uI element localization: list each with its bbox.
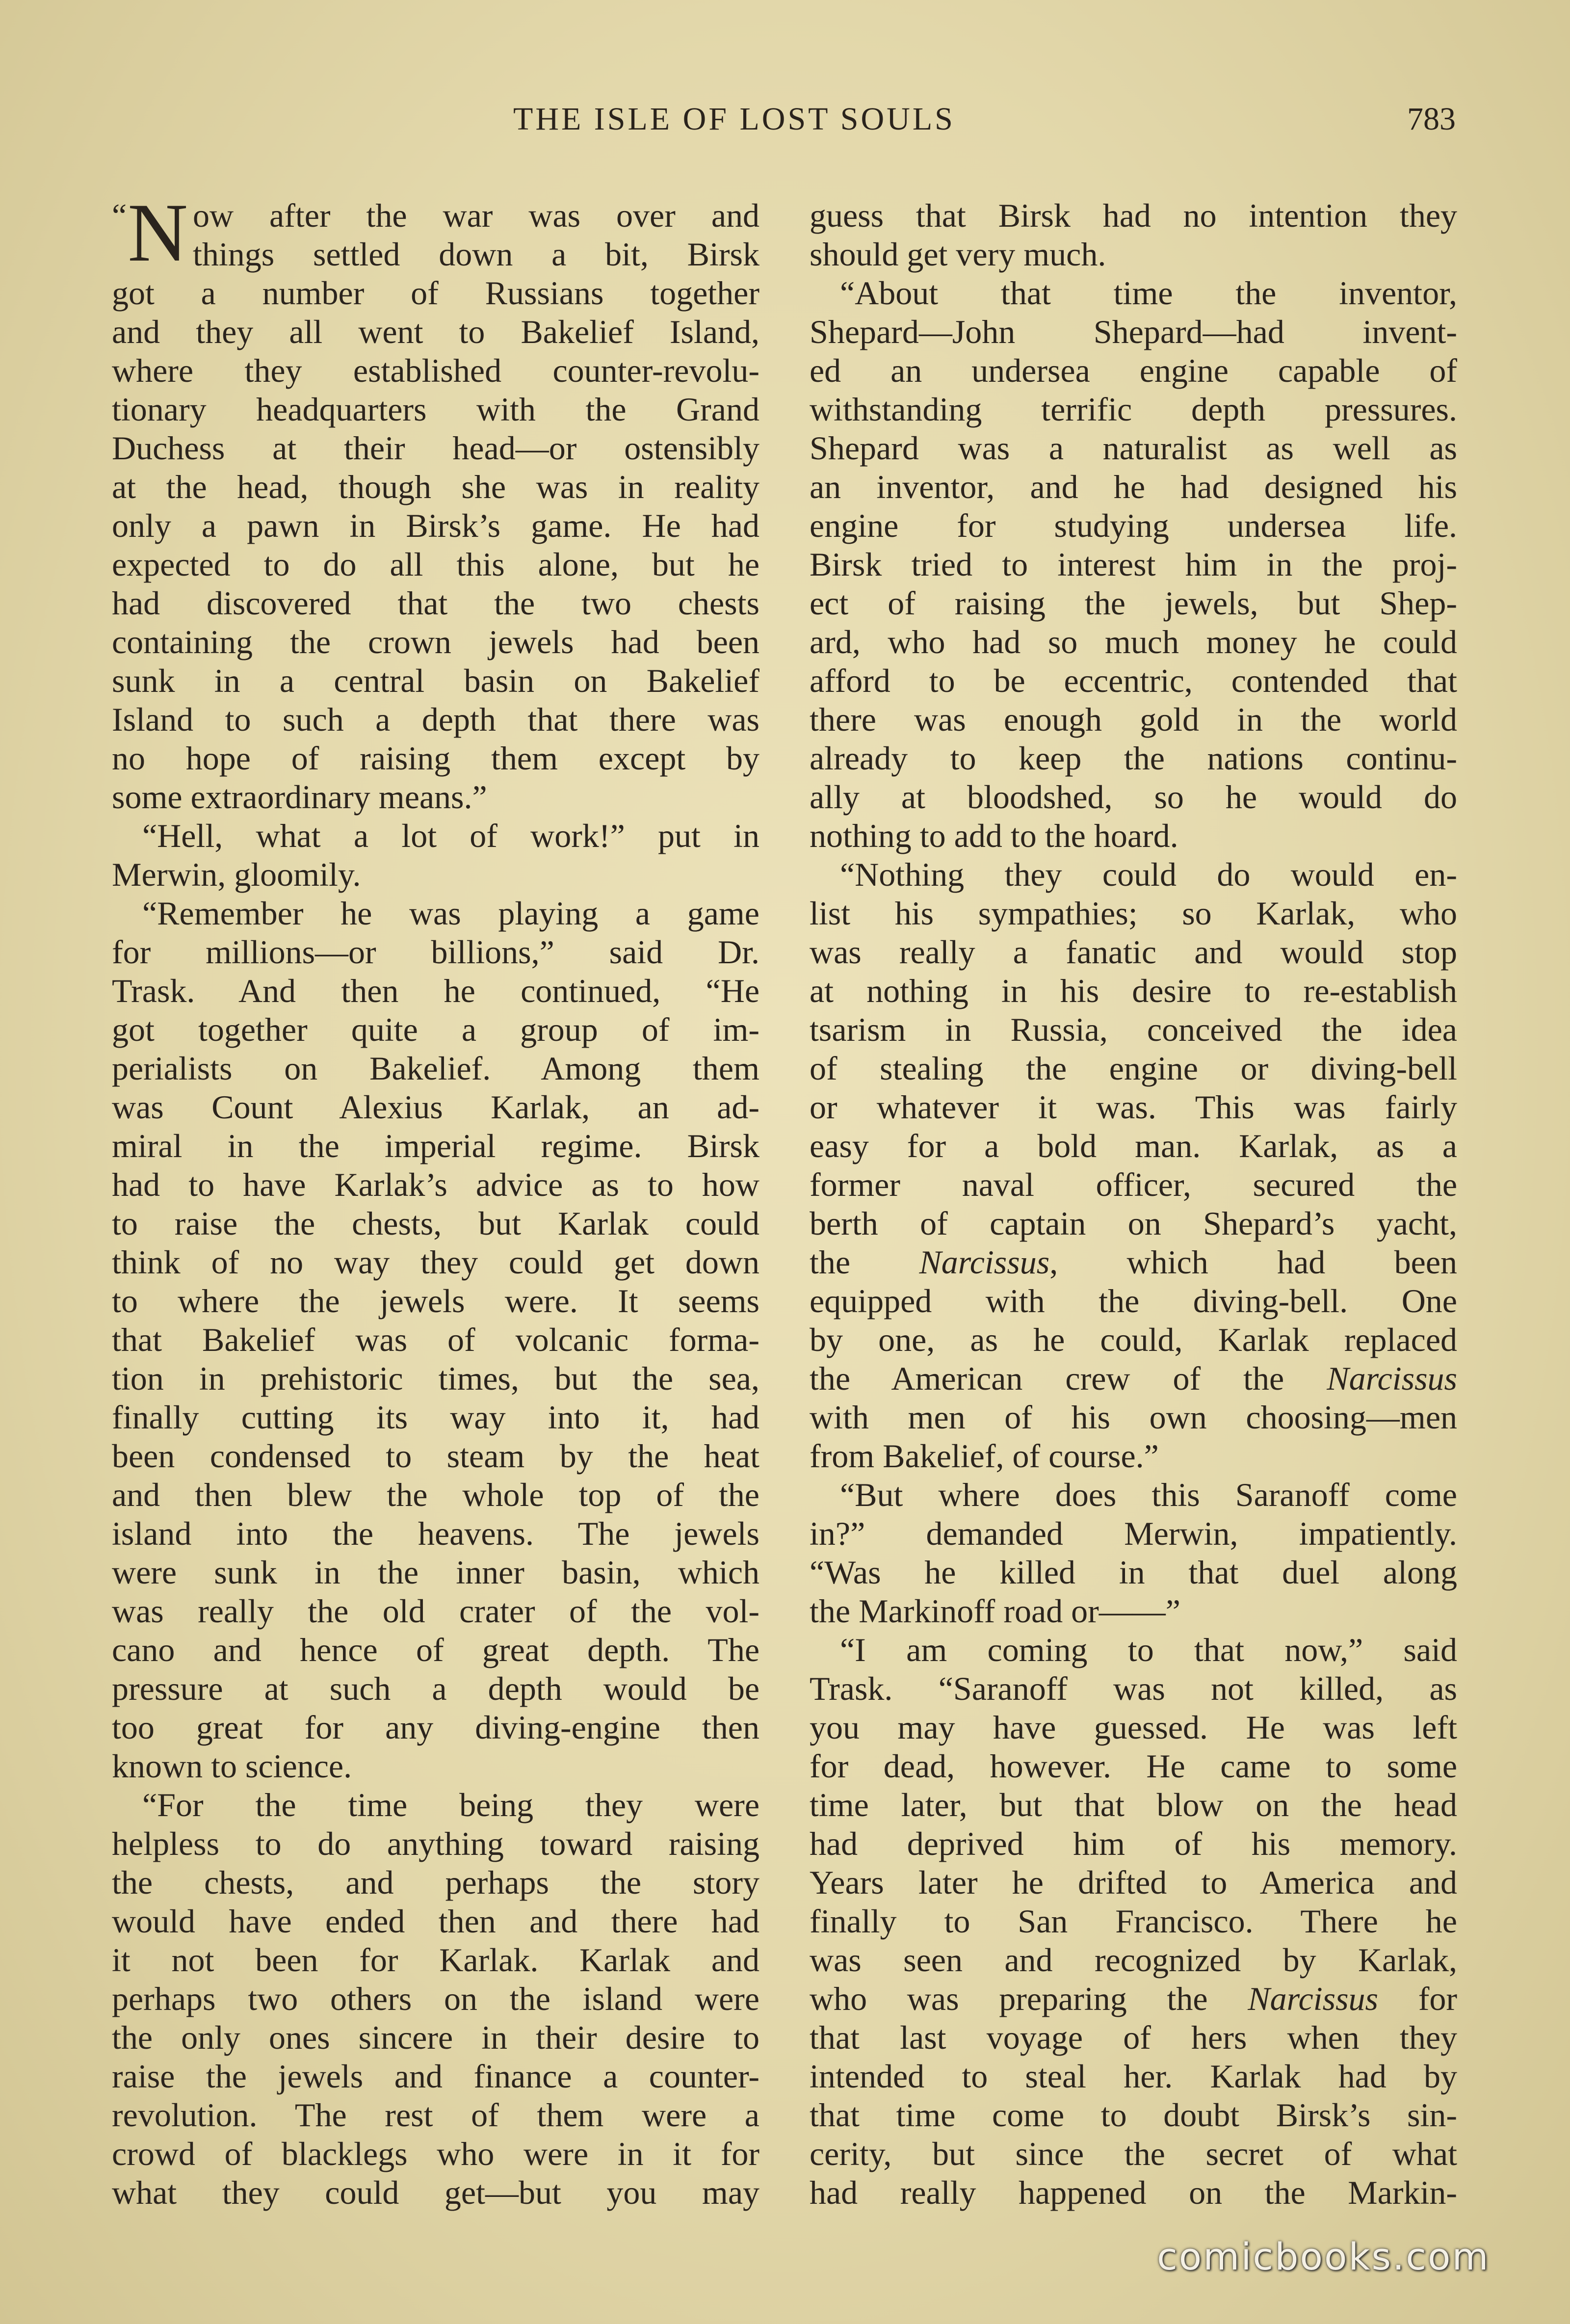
- text-line: only a pawn in Birsk’s game. He had: [112, 507, 759, 544]
- text-line: already to keep the nations continu-: [810, 739, 1457, 777]
- right-text-column: [810, 196, 1457, 2212]
- text-line: was seen and recognized by Karlak,: [810, 1941, 1457, 1979]
- text-line: at the head, though she was in reality: [112, 468, 759, 505]
- text-line: to raise the chests, but Karlak could: [112, 1205, 759, 1242]
- text-line: should get very much.: [810, 236, 1106, 273]
- page-number: 783: [1407, 101, 1456, 137]
- text-line: Duchess at their head—or ostensibly: [112, 429, 759, 467]
- text-line: the only ones sincere in their desire to: [112, 2019, 759, 2056]
- text-line: or whatever it was. This was fairly: [810, 1088, 1457, 1126]
- text-line: the Markinoff road or——”: [810, 1592, 1180, 1630]
- text-line: easy for a bold man. Karlak, as a: [810, 1127, 1457, 1164]
- text-line: in?” demanded Merwin, impatiently.: [810, 1515, 1457, 1552]
- text-line: no hope of raising them except by: [112, 739, 759, 777]
- running-title: THE ISLE OF LOST SOULS: [513, 101, 955, 137]
- text-line: for dead, however. He came to some: [810, 1747, 1457, 1785]
- text-line: it not been for Karlak. Karlak and: [112, 1941, 759, 1979]
- text-line: Merwin, gloomily.: [112, 856, 361, 893]
- text-line: intended to steal her. Karlak had by: [810, 2058, 1457, 2095]
- text-line: ard, who had so much money he could: [810, 623, 1457, 660]
- text-line: known to science.: [112, 1747, 352, 1785]
- text-line: sunk in a central basin on Bakelief: [112, 662, 759, 699]
- text-line: where they established counter-revolu-: [112, 352, 759, 389]
- text-line: ect of raising the jewels, but Shep-: [810, 584, 1457, 622]
- text-line: that last voyage of hers when they: [810, 2019, 1457, 2056]
- text-line: there was enough gold in the world: [810, 701, 1457, 738]
- text-line: former naval officer, secured the: [810, 1166, 1457, 1203]
- text-line: pressure at such a depth would be: [112, 1670, 759, 1707]
- text-line: was Count Alexius Karlak, an ad-: [112, 1088, 759, 1126]
- text-line: got a number of Russians together: [112, 274, 759, 312]
- text-line: who was preparing the Narcissus for: [810, 1980, 1457, 2017]
- text-line: was really a fanatic and would stop: [810, 933, 1457, 971]
- text-line: ed an undersea engine capable of: [810, 352, 1457, 389]
- text-line: got together quite a group of im-: [112, 1011, 759, 1048]
- text-line: raise the jewels and finance a counter-: [112, 2058, 759, 2095]
- text-line: ow after the war was over and: [192, 197, 759, 234]
- text-line: the Narcissus, which had been: [810, 1243, 1457, 1281]
- text-line: were sunk in the inner basin, which: [112, 1554, 759, 1591]
- text-line: Shepard was a naturalist as well as: [810, 429, 1457, 467]
- text-line: by one, as he could, Karlak replaced: [810, 1321, 1457, 1358]
- text-line: “Hell, what a lot of work!” put in: [142, 817, 759, 854]
- text-line: afford to be eccentric, contended that: [810, 662, 1457, 699]
- text-line: some extraordinary means.”: [112, 778, 487, 816]
- text-line: expected to do all this alone, but he: [112, 546, 759, 583]
- text-line: had discovered that the two chests: [112, 584, 759, 622]
- text-line: “Nothing they could do would en-: [840, 856, 1457, 893]
- text-line: guess that Birsk had no intention they: [810, 197, 1457, 234]
- text-line: tion in prehistoric times, but the sea,: [112, 1360, 759, 1397]
- text-line: was really the old crater of the vol-: [112, 1592, 759, 1630]
- text-line: Trask. And then he continued, “He: [112, 972, 759, 1009]
- text-line: that time come to doubt Birsk’s sin-: [810, 2096, 1457, 2134]
- text-line: the chests, and perhaps the story: [112, 1864, 759, 1901]
- text-line: miral in the imperial regime. Birsk: [112, 1127, 759, 1164]
- text-line: cerity, but since the secret of what: [810, 2135, 1457, 2172]
- text-line: withstanding terrific depth pressures.: [810, 391, 1457, 428]
- site-watermark: comicbooks.com: [1157, 2235, 1490, 2278]
- text-line: “Remember he was playing a game: [142, 895, 759, 932]
- text-line: for millions—or billions,” said Dr.: [112, 933, 759, 971]
- text-line: “Was he killed in that duel along: [810, 1554, 1457, 1591]
- text-line: think of no way they could get down: [112, 1243, 759, 1281]
- text-line: ally at bloodshed, so he would do: [810, 778, 1457, 816]
- text-line: and then blew the whole top of the: [112, 1476, 759, 1513]
- text-line: of stealing the engine or diving-bell: [810, 1050, 1457, 1087]
- text-line: Birsk tried to interest him in the proj-: [810, 546, 1457, 583]
- text-line: tsarism in Russia, conceived the idea: [810, 1011, 1457, 1048]
- text-line: “I am coming to that now,” said: [840, 1631, 1457, 1668]
- text-line: berth of captain on Shepard’s yacht,: [810, 1205, 1457, 1242]
- text-line: with men of his own choosing—men: [810, 1399, 1457, 1436]
- text-line: that Bakelief was of volcanic forma-: [112, 1321, 759, 1358]
- text-line: Trask. “Saranoff was not killed, as: [810, 1670, 1457, 1707]
- text-line: perialists on Bakelief. Among them: [112, 1050, 759, 1087]
- text-line: equipped with the diving-bell. One: [810, 1282, 1457, 1320]
- text-line: what they could get—but you may: [112, 2174, 759, 2211]
- text-line: would have ended then and there had: [112, 1902, 759, 1940]
- text-line: been condensed to steam by the heat: [112, 1437, 759, 1475]
- text-line: finally cutting its way into it, had: [112, 1399, 759, 1436]
- text-line: Years later he drifted to America and: [810, 1864, 1457, 1901]
- text-line: the American crew of the Narcissus: [810, 1360, 1457, 1397]
- text-line: Shepard—John Shepard—had invent-: [810, 313, 1457, 350]
- text-line: had to have Karlak’s advice as to how: [112, 1166, 759, 1203]
- text-line: crowd of blacklegs who were in it for: [112, 2135, 759, 2172]
- text-line: containing the crown jewels had been: [112, 623, 759, 660]
- dropcap-letter: N: [128, 186, 188, 279]
- text-line: had really happened on the Markin-: [810, 2174, 1457, 2211]
- text-line: island into the heavens. The jewels: [112, 1515, 759, 1552]
- text-line: time later, but that blow on the head: [810, 1786, 1457, 1823]
- text-line: “But where does this Saranoff come: [840, 1476, 1457, 1513]
- text-line: an inventor, and he had designed his: [810, 468, 1457, 505]
- text-line: had deprived him of his memory.: [810, 1825, 1457, 1862]
- text-line: things settled down a bit, Birsk: [192, 236, 759, 273]
- text-line: and they all went to Bakelief Island,: [112, 313, 759, 350]
- text-line: from Bakelief, of course.”: [810, 1437, 1159, 1475]
- text-line: list his sympathies; so Karlak, who: [810, 895, 1457, 932]
- text-line: perhaps two others on the island were: [112, 1980, 759, 2017]
- dropcap-quote: “: [112, 197, 127, 234]
- text-line: at nothing in his desire to re-establish: [810, 972, 1457, 1009]
- text-line: cano and hence of great depth. The: [112, 1631, 759, 1668]
- text-line: to where the jewels were. It seems: [112, 1282, 759, 1320]
- text-line: revolution. The rest of them were a: [112, 2096, 759, 2134]
- text-line: Island to such a depth that there was: [112, 701, 759, 738]
- text-line: finally to San Francisco. There he: [810, 1902, 1457, 1940]
- text-line: nothing to add to the hoard.: [810, 817, 1178, 854]
- text-line: engine for studying undersea life.: [810, 507, 1457, 544]
- text-line: “For the time being they were: [142, 1786, 759, 1823]
- text-line: helpless to do anything toward raising: [112, 1825, 759, 1862]
- text-line: you may have guessed. He was left: [810, 1709, 1457, 1746]
- left-text-column: [112, 186, 759, 2212]
- text-line: tionary headquarters with the Grand: [112, 391, 759, 428]
- text-line: too great for any diving-engine then: [112, 1709, 759, 1746]
- text-line: “About that time the inventor,: [840, 274, 1457, 312]
